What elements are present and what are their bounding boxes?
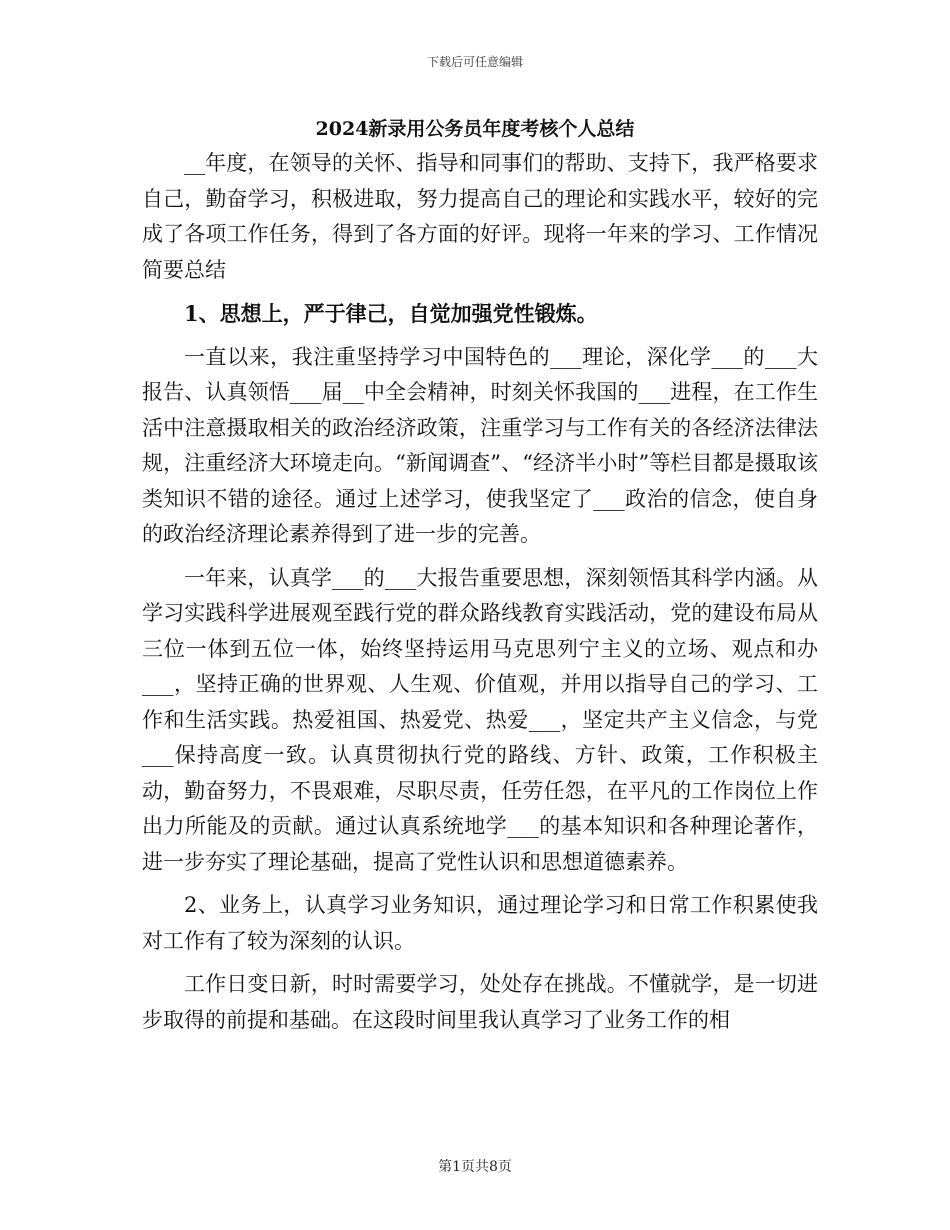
page-footer: 第1页共8页 — [438, 1159, 512, 1175]
paragraph-year-review: 一年来，认真学___的___大报告重要思想，深刻领悟其科学内涵。从学习实践科学进展观至践行党的群众路线教育实践活动，党的建设布局从三位一体到五位一体，始终坚持运用马克思列宁主义的立场、观点和办___，坚持正确的世界观、人生观、价值观，并用以指导自己的学习、工作和生活实践。热爱祖国、热爱党、热爱___，坚定共产主义信念，与党___保持高度一致。认真贯彻执行党的路线、方针、政策，工作积极主动，勤奋努力，不畏艰难，尽职尽责，任劳任怨，在平凡的工作岗位上作出力所能及的贡献。通过认真系统地学___的基本知识和各种理论著作，进一步夯实了理论基础，提高了党性认识和思想道德素养。 — [142, 565, 818, 874]
header-note: 下载后可任意编辑 — [426, 55, 523, 69]
paragraph-intro: __年度，在领导的关怀、指导和同事们的帮助、支持下，我严格要求自己，勤奋学习，积极进取，努力提高自己的理论和实践水平，较好的完成了各项工作任务，得到了各方面的好评。现将一年来的学习、工作情况简要总结 — [142, 151, 818, 282]
section-heading-ideology: 1、思想上，严于律己，自觉加强党性锻炼。 — [184, 301, 598, 326]
paragraph-study: 一直以来，我注重坚持学习中国特色的___理论，深化学___的___大报告、认真领悟___届__中全会精神，时刻关怀我国的___进程，在工作生活中注意摄取相关的政治经济政策，注重学习与工作有关的各经济法律法规，注重经济大环境走向。“新闻调查”、“经济半小时”等栏目都是摄取该类知识不错的途径。通过上述学习，使我坚定了___政治的信念，使自身的政治经济理论素养得到了进一步的完善。 — [142, 344, 818, 546]
document-body — [142, 146, 818, 1038]
document-title: 2024新录用公务员年度考核个人总结 — [315, 118, 635, 140]
section-heading-business: 2、业务上，认真学习业务知识，通过理论学习和日常工作积累使我对工作有了较为深刻的认识。 — [142, 893, 818, 953]
paragraph-work: 工作日变日新，时时需要学习，处处存在挑战。不懂就学，是一切进步取得的前提和基础。在这段时间里我认真学习了业务工作的相 — [142, 972, 818, 1032]
